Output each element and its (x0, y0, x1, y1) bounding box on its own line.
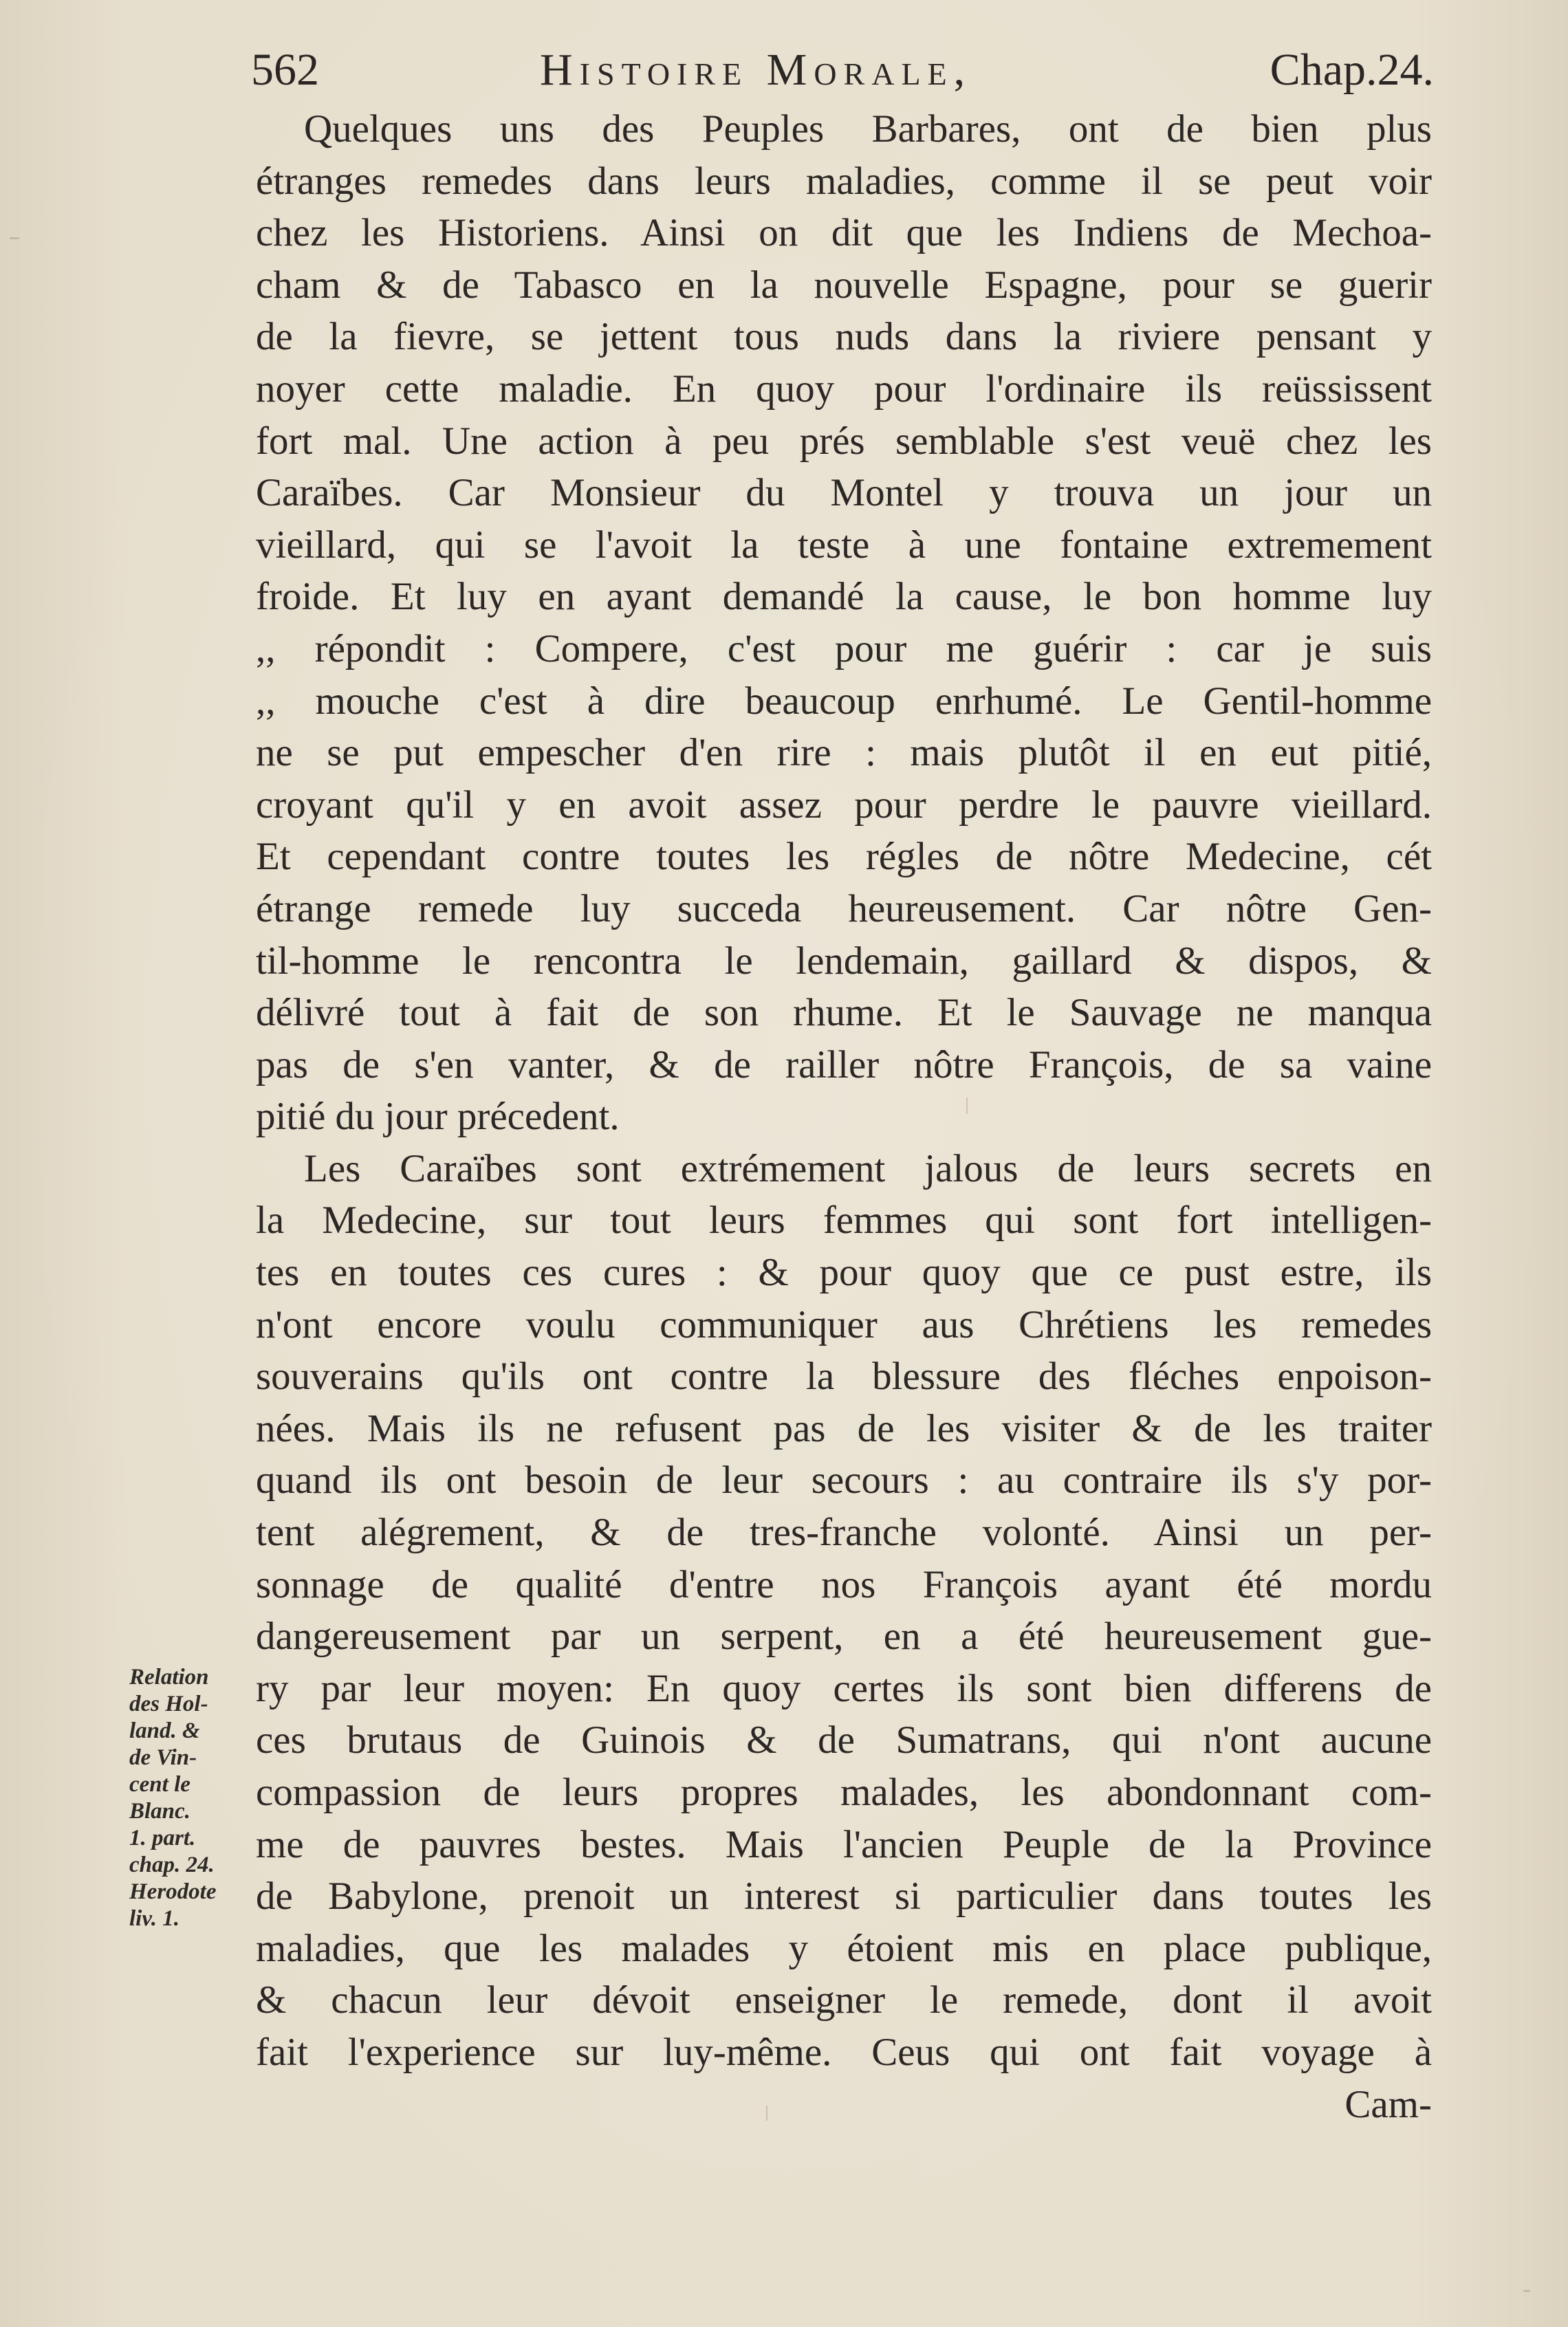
text-line: ces brutaus de Guinois & de Sumatrans, qui n'ont aucune (256, 1718, 1432, 1762)
text-line: pitié du jour précedent. (256, 1095, 620, 1139)
paper-mark (966, 1097, 968, 1114)
text-line: me de pauvres bestes. Mais l'ancien Peuple de la Province (256, 1822, 1432, 1866)
chapter-label: Chap.24. (1270, 45, 1434, 95)
margin-note-line: liv. 1. (129, 1906, 180, 1931)
margin-note-line: 1. part. (129, 1826, 196, 1850)
text-line: dangereusement par un serpent, en a été heureusement gue- (256, 1615, 1432, 1659)
text-line: noyer cette maladie. En quoy pour l'ordinaire ils reüssissent (256, 367, 1432, 411)
text-line: étranges remedes dans leurs maladies, comme il se peut voir (256, 159, 1432, 203)
margin-note-line: cent le (129, 1772, 190, 1797)
text-line: nées. Mais ils ne refusent pas de les visiter & de les traiter (256, 1406, 1432, 1450)
text-line: Quelques uns des Peuples Barbares, ont de bien plus (304, 107, 1432, 151)
text-line: délivré tout à fait de son rhume. Et le Sauvage ne manqua (256, 991, 1432, 1035)
margin-note (129, 1664, 250, 1932)
margin-note-line: des Hol- (129, 1692, 208, 1716)
paper-mark (1523, 2290, 1530, 2292)
catchword: Cam- (1344, 2082, 1432, 2126)
text-line: souverains qu'ils ont contre la blessure des fléches enpoison- (256, 1355, 1432, 1399)
text-line: sonnage de qualité d'entre nos François ayant été mordu (256, 1562, 1432, 1606)
text-line: ne se put empescher d'en rire : mais plutôt il en eut pitié, (256, 731, 1432, 775)
text-line: la Medecine, sur tout leurs femmes qui sont fort intelligen- (256, 1199, 1432, 1243)
text-line: croyant qu'il y en avoit assez pour perdre le pauvre vieillard. (256, 783, 1432, 827)
text-line: ,, répondit : Compere, c'est pour me guérir : car je suis (256, 626, 1432, 670)
margin-note-line: Herodote (129, 1879, 217, 1904)
text-line: quand ils ont besoin de leur secours : au contraire ils s'y por- (256, 1459, 1432, 1503)
body-text (256, 103, 1432, 2130)
text-line: Et cependant contre toutes les régles de nôtre Medecine, cét (256, 835, 1432, 879)
text-line: fait l'experience sur luy-même. Ceus qui ont fait voyage à (256, 2030, 1432, 2074)
text-line: cham & de Tabasco en la nouvelle Espagne, pour se guerir (256, 263, 1432, 307)
page-number: 562 (251, 45, 319, 95)
margin-note-line: Blanc. (129, 1799, 190, 1824)
paper-mark (10, 237, 19, 239)
text-line: Les Caraïbes sont extrémement jalous de leurs secrets en (304, 1146, 1432, 1190)
text-line: tent alégrement, & de tres-franche volonté. Ainsi un per- (256, 1511, 1432, 1555)
text-line: Caraïbes. Car Monsieur du Montel y trouva un jour un (256, 471, 1432, 515)
text-line: vieillard, qui se l'avoit la teste à une fontaine extremement (256, 523, 1432, 567)
text-line: tes en toutes ces cures : & pour quoy que ce pust estre, ils (256, 1251, 1432, 1295)
paper-mark (766, 2106, 767, 2121)
margin-note-line: land. & (129, 1718, 200, 1743)
text-line: de Babylone, prenoit un interest si particulier dans toutes les (256, 1875, 1432, 1919)
page-header (251, 43, 1434, 98)
text-line: maladies, que les malades y étoient mis en place publique, (256, 1926, 1432, 1970)
text-line: ,, mouche c'est à dire beaucoup enrhumé. Le Gentil-homme (256, 679, 1432, 723)
text-line: chez les Historiens. Ainsi on dit que les Indiens de Mechoa- (256, 211, 1432, 255)
text-line: étrange remede luy succeda heureusement. Car nôtre Gen- (256, 886, 1432, 930)
text-line: ry par leur moyen: En quoy certes ils sont bien differens de (256, 1666, 1432, 1710)
margin-note-line: Relation (129, 1665, 209, 1690)
text-line: compassion de leurs propres malades, les abondonnant com- (256, 1771, 1432, 1814)
text-line: n'ont encore voulu communiquer aus Chrétiens les remedes (256, 1302, 1432, 1346)
text-line: & chacun leur dévoit enseigner le remede, dont il avoit (256, 1978, 1432, 2022)
text-line: de la fievre, se jettent tous nuds dans la riviere pensant y (256, 315, 1432, 359)
running-title: Histoire Morale, (540, 45, 972, 95)
text-line: til-homme le rencontra le lendemain, gaillard & dispos, & (256, 939, 1432, 983)
text-line: froide. Et luy en ayant demandé la cause, le bon homme luy (256, 575, 1432, 619)
text-line: fort mal. Une action à peu prés semblable s'est veuë chez les (256, 419, 1432, 463)
margin-note-line: de Vin- (129, 1745, 197, 1770)
text-line: pas de s'en vanter, & de railler nôtre François, de sa vaine (256, 1042, 1432, 1086)
margin-note-line: chap. 24. (129, 1853, 215, 1877)
